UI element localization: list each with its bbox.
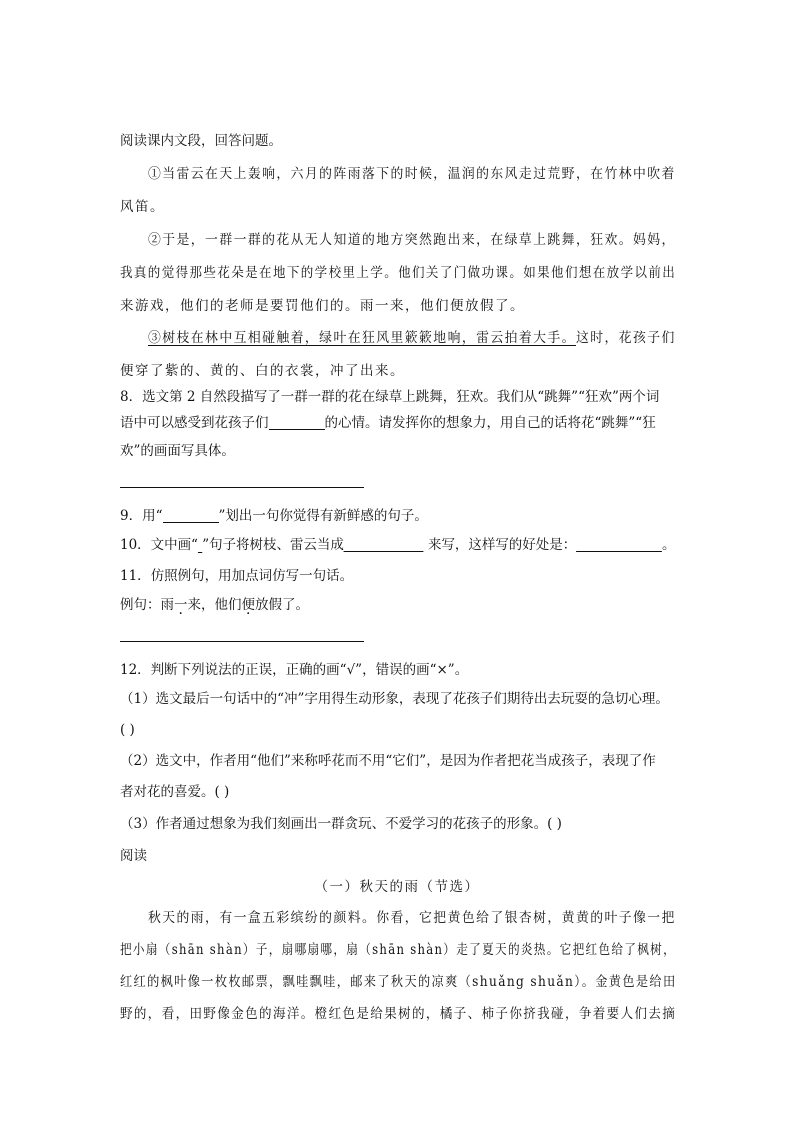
q9-text-b: ”划出一句你觉得有新鲜感的句子。 [218, 508, 428, 524]
paragraph-3-rest: 这时，花孩子们 [575, 330, 676, 346]
passage-paragraph-2-line-1: ②于是，一群一群的花从无人知道的地方突然跑出来，在绿草上跳舞，狂欢。妈妈， [148, 232, 676, 248]
reading-heading: 阅读 [120, 848, 147, 864]
question-12: 12．判断下列说法的正误，正确的画“√”，错误的画“×”。 [120, 662, 469, 678]
q10-blank-1[interactable] [344, 537, 424, 552]
q12-statement-2-line-2: 者对花的喜爱。( ) [120, 784, 230, 800]
passage2-line-2: 把小扇（shān shàn）子，扇哪扇哪，扇（shān shàn）走了夏天的炎热。它把红色给了枫树， [120, 942, 677, 958]
q10-text-c: 来写，这样写的好处是： [423, 537, 577, 553]
q10-blank-2[interactable] [576, 537, 662, 552]
passage-title: （一）秋天的雨（节选） [314, 879, 480, 895]
emphasis-dot-word-2: 便 [241, 597, 255, 613]
q8-answer-line[interactable] [120, 487, 364, 488]
q8-text-a: 语中可以感受到花孩子们 [120, 415, 269, 431]
q12-statement-2-line-1: （2）选文中，作者用“他们”来称呼花而不用“它们”，是因为作者把花当成孩子，表现了作 [120, 753, 656, 769]
q10-text-d: 。 [662, 537, 676, 553]
question-8-line-1: 8．选文第 2 自然段描写了一群一群的花在绿草上跳舞，狂欢。我们从“跳舞”“狂欢”两个词 [120, 389, 660, 405]
q10-text-b: ”句子将树枝、雷云当成 [202, 537, 344, 553]
underlined-sentence: ③树枝在林中互相碰触着，绿叶在狂风里簌簌地响，雷云拍着大手。 [148, 330, 576, 346]
q8-text-b: 的心情。请发挥你的想象力，用自己的话将花“跳舞”“狂 [324, 415, 656, 431]
question-9 [120, 506, 428, 526]
reading-instruction: 阅读课内文段，回答问题。 [120, 133, 282, 149]
q10-text-a: 10．文中画“ [120, 537, 198, 553]
passage2-line-4: 野的，看，田野像金色的海洋。橙红色是给果树的，橘子、柿子你挤我碰，争着要人们去摘 [120, 1006, 677, 1022]
q11-ex-c: 放假了。 [255, 597, 309, 613]
passage-paragraph-1-line-2: 风笛。 [120, 199, 165, 215]
q11-ex-a: 例句：雨 [120, 597, 174, 613]
question-8-line-2 [120, 413, 656, 433]
question-8-line-3: 欢”的画面写具体。 [120, 443, 235, 459]
passage-paragraph-3-line-1 [148, 328, 676, 348]
question-11: 11．仿照例句，用加点词仿写一句话。 [120, 568, 354, 584]
passage-paragraph-1-line-1: ①当雷云在天上轰响，六月的阵雨落下的时候，温润的东风走过荒野，在竹林中吹着 [148, 166, 676, 182]
q12-statement-3: （3）作者通过想象为我们刻画出一群贪玩、不爱学习的花孩子的形象。( ) [120, 816, 562, 832]
q9-underline-sample [163, 508, 219, 523]
passage2-line-1: 秋天的雨，有一盒五彩缤纷的颜料。你看，它把黄色给了银杏树，黄黄的叶子像一把 [148, 910, 676, 926]
emphasis-dot-word-1: 一 [174, 597, 188, 613]
q9-text-a: 9．用“ [120, 508, 163, 524]
passage-paragraph-3-line-2: 便穿了紫的、黄的、白的衣裳，冲了出来。 [120, 363, 405, 379]
question-11-example [120, 595, 309, 615]
q11-ex-b: 来，他们 [187, 597, 242, 613]
q12-statement-1-answer[interactable]: ( ) [120, 722, 135, 738]
passage-paragraph-2-line-3: 来游戏，他们的老师是要罚他们的。雨一来，他们便放假了。 [120, 298, 525, 314]
q11-answer-line[interactable] [120, 641, 364, 642]
passage2-line-3: 红红的枫叶像一枚枚邮票，飘哇飘哇，邮来了秋天的凉爽（shuǎng shuǎn）。金黄色是给田 [120, 974, 677, 990]
q8-answer-blank[interactable] [269, 415, 325, 430]
question-10 [120, 535, 675, 555]
q12-statement-1-line-1: （1）选文最后一句话中的“冲”字用得生动形象，表现了花孩子们期待出去玩耍的急切心理。 [120, 691, 669, 707]
passage-paragraph-2-line-2: 我真的觉得那些花朵是在地下的学校里上学。他们关了门做功课。如果他们想在放学以前出 [120, 265, 677, 281]
